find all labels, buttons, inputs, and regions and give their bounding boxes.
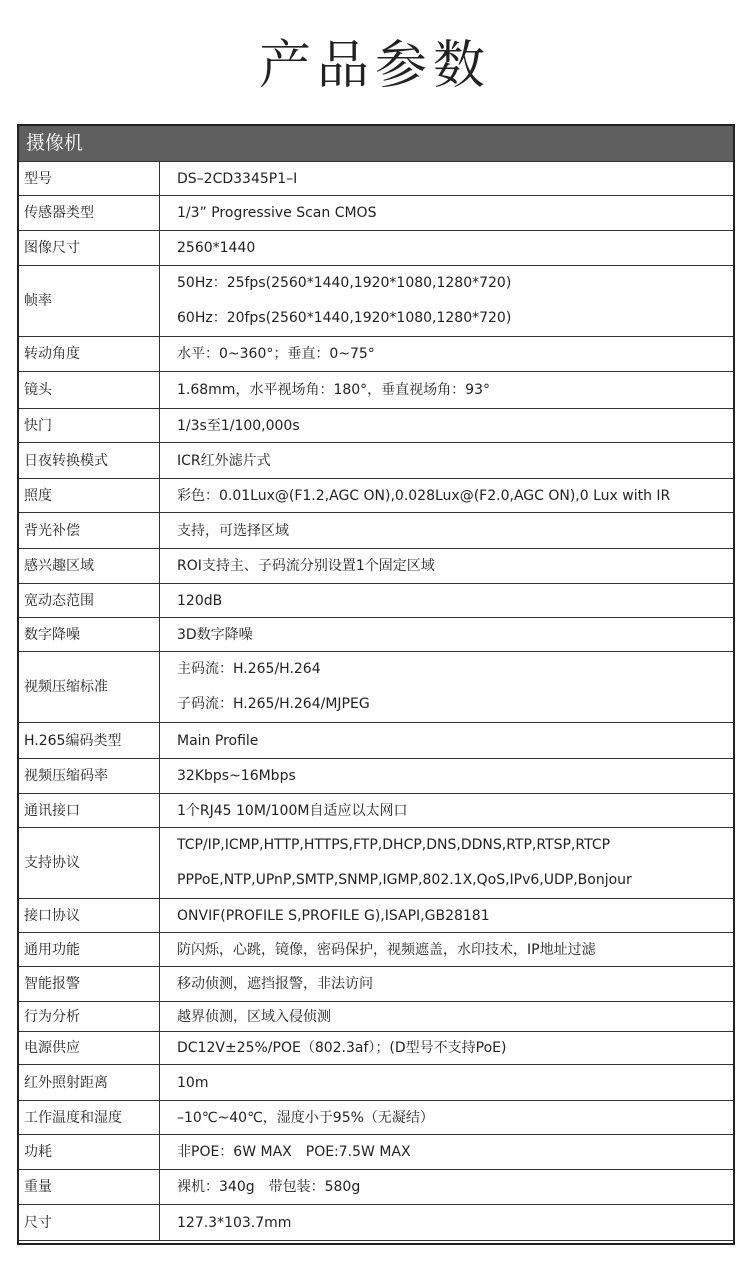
spec-key: 视频压缩码率: [18, 759, 160, 794]
spec-key: 图像尺寸: [18, 231, 160, 266]
table-row: [18, 759, 735, 794]
spec-key: 帧率: [18, 266, 160, 337]
table-row: [18, 513, 735, 549]
section-header-row: [18, 125, 735, 162]
spec-value: 防闪烁，心跳，镜像，密码保护，视频遮盖，水印技术，IP地址过滤: [160, 933, 735, 967]
spec-key: 重量: [18, 1170, 160, 1205]
spec-key: 通用功能: [18, 933, 160, 967]
spec-value: 裸机：340g 带包装：580g: [160, 1170, 735, 1205]
spec-value-line: 子码流：H.265/H.264/MJPEG: [177, 696, 370, 712]
spec-key: 功耗: [18, 1135, 160, 1170]
spec-key: 视频压缩标准: [18, 652, 160, 723]
spec-value: [160, 828, 735, 899]
spec-value: 支持，可选择区域: [160, 513, 735, 549]
table-row: [18, 1101, 735, 1135]
table-row: [18, 1205, 735, 1241]
table-row: [18, 162, 735, 196]
table-row: [18, 899, 735, 933]
table-row: [18, 828, 735, 899]
table-row: [18, 196, 735, 231]
spec-value: 120dB: [160, 584, 735, 618]
spec-key: 电源供应: [18, 1032, 160, 1065]
spec-value: 1个RJ45 10M/100M自适应以太网口: [160, 794, 735, 828]
spec-key: 红外照射距离: [18, 1065, 160, 1101]
spec-value-line: TCP/IP,ICMP,HTTP,HTTPS,FTP,DHCP,DNS,DDNS,RTP,RTSP,RTCP: [177, 837, 611, 853]
spec-key: 感兴趣区域: [18, 549, 160, 584]
spec-value: 10m: [160, 1065, 735, 1101]
spec-value: Main Profile: [160, 723, 735, 759]
spec-key: 通讯接口: [18, 794, 160, 828]
page-title: 产品参数: [258, 36, 491, 96]
spec-value-line: PPPoE,NTP,UPnP,SMTP,SNMP,IGMP,802.1X,QoS,IPv6,UDP,Bonjour: [177, 872, 632, 888]
spec-value: 1/3s至1/100,000s: [160, 409, 735, 443]
spec-key: 日夜转换模式: [18, 443, 160, 479]
spec-key: 智能报警: [18, 967, 160, 1002]
spec-value: 3D数字降噪: [160, 618, 735, 652]
table-row: [18, 723, 735, 759]
spec-key: 尺寸: [18, 1205, 160, 1241]
spec-key: 转动角度: [18, 337, 160, 372]
table-row: [18, 618, 735, 652]
spec-value: 越界侦测，区域入侵侦测: [160, 1002, 735, 1032]
table-row: [18, 794, 735, 828]
spec-key: 接口协议: [18, 899, 160, 933]
spec-key: 数字降噪: [18, 618, 160, 652]
spec-key: H.265编码类型: [18, 723, 160, 759]
table-row: [18, 652, 735, 723]
spec-key: 工作温度和湿度: [18, 1101, 160, 1135]
table-row: [18, 584, 735, 618]
spec-key: 镜头: [18, 372, 160, 409]
spec-table: [17, 124, 735, 1241]
table-row: [18, 967, 735, 1002]
table-row: [18, 549, 735, 584]
spec-value: ICR红外滤片式: [160, 443, 735, 479]
spec-key: 宽动态范围: [18, 584, 160, 618]
spec-value: ONVIF(PROFILE S,PROFILE G),ISAPI,GB28181: [160, 899, 735, 933]
spec-value: ROI支持主、子码流分别设置1个固定区域: [160, 549, 735, 584]
table-row: [18, 266, 735, 337]
spec-value: 彩色：0.01Lux@(F1.2,AGC ON),0.028Lux@(F2.0,AGC ON),0 Lux with IR: [160, 479, 735, 513]
spec-value: 2560*1440: [160, 231, 735, 266]
spec-value-line: 主码流：H.265/H.264: [177, 661, 321, 677]
spec-value: 1/3” Progressive Scan CMOS: [160, 196, 735, 231]
table-row: [18, 479, 735, 513]
table-row: [18, 933, 735, 967]
spec-value: 1.68mm，水平视场角：180°，垂直视场角：93°: [160, 372, 735, 409]
spec-key: 行为分析: [18, 1002, 160, 1032]
spec-key: 照度: [18, 479, 160, 513]
table-row: [18, 337, 735, 372]
table-row: [18, 443, 735, 479]
spec-value: 127.3*103.7mm: [160, 1205, 735, 1241]
spec-value: DC12V±25%/POE（802.3af）；(D型号不支持PoE): [160, 1032, 735, 1065]
spec-key: 支持协议: [18, 828, 160, 899]
spec-value: 水平：0~360°；垂直：0~75°: [160, 337, 735, 372]
spec-value: 非POE：6W MAX POE:7.5W MAX: [160, 1135, 735, 1170]
spec-key: 背光补偿: [18, 513, 160, 549]
spec-value: DS–2CD3345P1–I: [160, 162, 735, 196]
spec-value: –10℃~40℃，湿度小于95%（无凝结）: [160, 1101, 735, 1135]
table-row: [18, 409, 735, 443]
table-row: [18, 372, 735, 409]
spec-key: 传感器类型: [18, 196, 160, 231]
spec-key: 型号: [18, 162, 160, 196]
spec-value-line: 50Hz：25fps(2560*1440,1920*1080,1280*720): [177, 275, 512, 291]
spec-value: [160, 266, 735, 337]
spec-value: 32Kbps~16Mbps: [160, 759, 735, 794]
table-row: [18, 1135, 735, 1170]
spec-value: 移动侦测，遮挡报警，非法访问: [160, 967, 735, 1002]
section-header: 摄像机: [18, 125, 735, 162]
table-row: [18, 1032, 735, 1065]
table-row: [18, 231, 735, 266]
spec-value-line: 60Hz：20fps(2560*1440,1920*1080,1280*720): [177, 310, 512, 326]
table-row: [18, 1065, 735, 1101]
table-row: [18, 1002, 735, 1032]
spec-key: 快门: [18, 409, 160, 443]
table-row: [18, 1170, 735, 1205]
spec-value: [160, 652, 735, 723]
